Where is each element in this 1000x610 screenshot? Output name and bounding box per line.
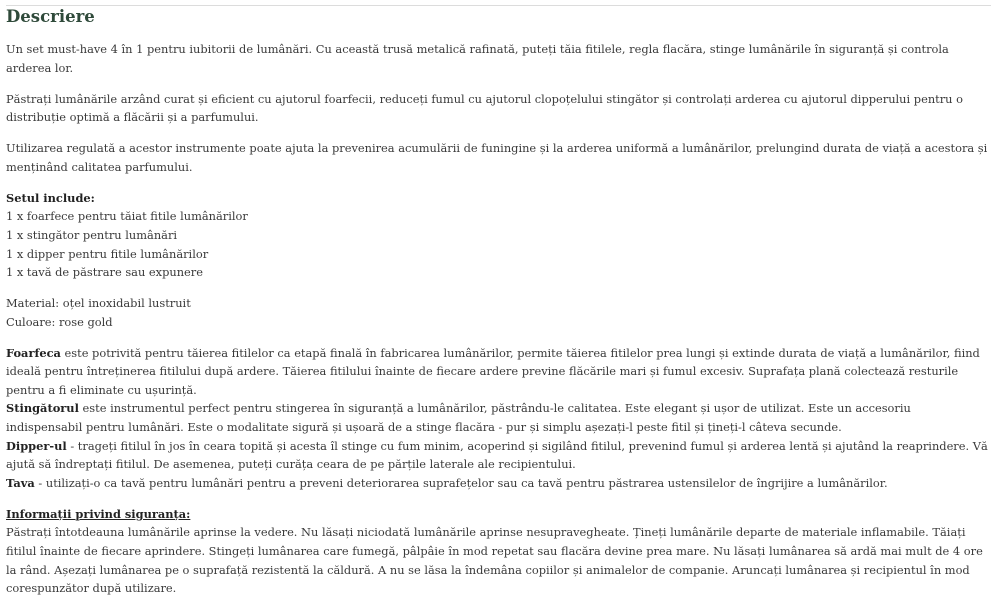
tool-text: - trageți fitilul în jos în ceara topită și acesta îl stinge cu fum minim, acoperind și sigilând fitilul, prevenind fumul și arderea lentă și ajutând la reaprindere. Vă ajută să îndreptați fitilul. De asemenea, puteți curăța ceara de pe părțile laterale ale recipientului. xyxy=(6,438,988,472)
tool-entry-scissors xyxy=(6,344,990,400)
tools-description xyxy=(6,344,990,493)
set-item: 1 x dipper pentru fitile lumânărilor xyxy=(6,246,209,261)
color-spec: Culoare: rose gold xyxy=(6,314,113,329)
safety-info xyxy=(6,505,990,598)
tool-text: este instrumentul perfect pentru stingerea în siguranță a lumânărilor, păstrându-le calitatea. Este elegant și ușor de utilizat. Este un accesoriu indispensabil pentru lumânări. Este o modalitate sigură și ușoară de a stinge flacăra - pur și simplu așezați-l peste fitil și țineți-l câteva secunde. xyxy=(6,401,911,435)
product-description xyxy=(6,40,990,610)
set-heading: Setul include: xyxy=(6,190,95,205)
section-divider xyxy=(6,5,991,6)
specs xyxy=(6,294,990,331)
set-item: 1 x tavă de păstrare sau expunere xyxy=(6,265,203,280)
set-contents xyxy=(6,189,990,282)
tool-name: Tava xyxy=(6,475,35,490)
intro-paragraph: Un set must-have 4 în 1 pentru iubitorii de lumânări. Cu această trusă metalică rafinată, puteți tăia fitilele, regla flacăra, stinge lumânările în siguranță și controla arderea lor. xyxy=(6,42,949,75)
intro-paragraph: Păstrați lumânările arzând curat și eficient cu ajutorul foarfecii, reduceți fumul cu ajutorul clopoțelului stingător și controlați arderea cu ajutorul dipperului pentru o distribuție optimă a flăcării și a parfumului. xyxy=(6,91,963,125)
section-title: Descriere xyxy=(6,7,95,26)
intro-paragraph: Utilizarea regulată a acestor instrumente poate ajuta la prevenirea acumulării de funingine și la arderea uniformă a lumânărilor, prelungind durata de viață a acestora și menținând calitatea parfumului. xyxy=(6,141,988,174)
tool-name: Dipper-ul xyxy=(6,438,67,453)
tool-text: - utilizați-o ca tavă pentru lumânări pentru a preveni deteriorarea suprafețelor sau ca tavă pentru păstrarea ustensilelor de îngrijire a lumânărilor. xyxy=(34,475,888,490)
tool-name: Stingătorul xyxy=(6,401,79,416)
tool-entry-tray xyxy=(6,474,990,493)
safety-heading: Informații privind siguranța: xyxy=(6,506,191,521)
tool-text: este potrivită pentru tăierea fitilelor ca etapă finală în fabricarea lumânărilor, permite tăierea fitilelor prea lungi și extinde durata de viață a lumânărilor, fiind ideală pentru întreținerea fitilului după ardere. Tăierea fitilului înainte de fiecare ardere previne flăcările mari și fumul excesiv. Suprafața plană colectează resturile pentru a fi eliminate cu ușurință. xyxy=(6,345,980,397)
set-item: 1 x foarfece pentru tăiat fitile lumânărilor xyxy=(6,209,248,224)
tool-entry-dipper xyxy=(6,437,990,474)
material-spec: Material: oțel inoxidabil lustruit xyxy=(6,296,191,311)
safety-text: Păstrați întotdeauna lumânările aprinse la vedere. Nu lăsați niciodată lumânările aprinse nesupravegheate. Țineți lumânările departe de materiale inflamabile. Tăiați fitilul înainte de fiecare aprindere. Stingeți lumânarea care fumegă, pâlpâie în mod repetat sau flacăra devine prea mare. Nu lăsați lumânarea să ardă mai mult de 4 ore la rând. Așezați lumânarea pe o suprafață rezistentă la căldură. A nu se lăsa la îndemâna copiilor și animalelor de companie. Aruncați lumânarea și recipientul în mod corespunzător după utilizare. xyxy=(6,525,983,596)
tool-entry-snuffer xyxy=(6,399,990,436)
tool-name: Foarfeca xyxy=(6,345,61,360)
set-item: 1 x stingător pentru lumânări xyxy=(6,227,178,242)
